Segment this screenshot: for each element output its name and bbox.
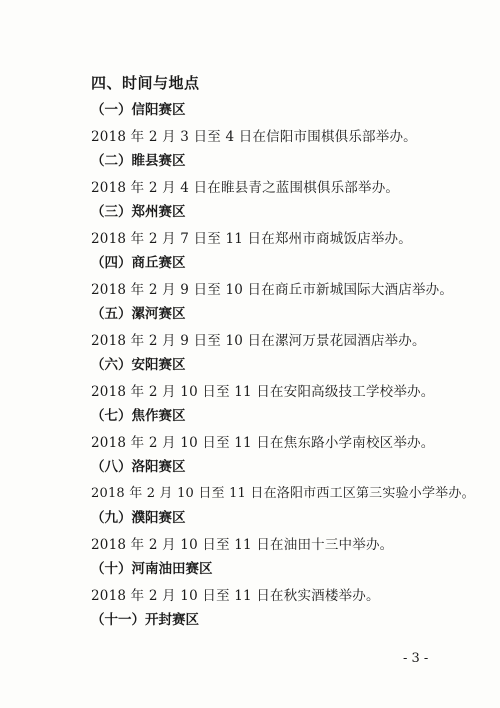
- venue-region-title: （八）洛阳赛区: [91, 459, 186, 475]
- section-heading: 四、时间与地点: [91, 74, 200, 92]
- venue-region-title: （四）商丘赛区: [91, 255, 186, 271]
- venue-detail: 2018 年 2 月 9 日至 10 日在漯河万景花园酒店举办。: [91, 333, 426, 349]
- venue-detail: 2018 年 2 月 10 日至 11 日在焦东路小学南校区举办。: [91, 435, 435, 451]
- venue-region-title: （二）睢县赛区: [91, 153, 186, 169]
- venue-detail: 2018 年 2 月 4 日在睢县青之蓝围棋俱乐部举办。: [91, 180, 400, 196]
- venue-detail: 2018 年 2 月 7 日至 11 日在郑州市商城饭店举办。: [91, 231, 412, 247]
- venue-detail: 2018 年 2 月 3 日至 4 日在信阳市围棋俱乐部举办。: [91, 129, 417, 145]
- venue-region-title: （七）焦作赛区: [91, 408, 186, 424]
- venue-region-title: （一）信阳赛区: [91, 102, 186, 118]
- venue-region-title: （十一）开封赛区: [91, 612, 199, 628]
- venue-region-title: （九）濮阳赛区: [91, 510, 186, 526]
- venue-detail: 2018 年 2 月 9 日至 10 日在商丘市新城国际大酒店举办。: [91, 282, 454, 298]
- venue-region-title: （三）郑州赛区: [91, 204, 186, 220]
- page-number: - 3 -: [403, 651, 429, 666]
- venue-detail: 2018 年 2 月 10 日至 11 日在秋实酒楼举办。: [91, 588, 380, 604]
- venue-detail: 2018 年 2 月 10 日至 11 日在洛阳市西工区第三实验小学举办。: [91, 486, 475, 501]
- venue-region-title: （五）漯河赛区: [91, 306, 186, 322]
- venue-detail: 2018 年 2 月 10 日至 11 日在油田十三中举办。: [91, 537, 394, 553]
- venue-detail: 2018 年 2 月 10 日至 11 日在安阳高级技工学校举办。: [91, 384, 435, 400]
- venue-region-title: （六）安阳赛区: [91, 357, 186, 373]
- venue-region-title: （十）河南油田赛区: [91, 561, 213, 577]
